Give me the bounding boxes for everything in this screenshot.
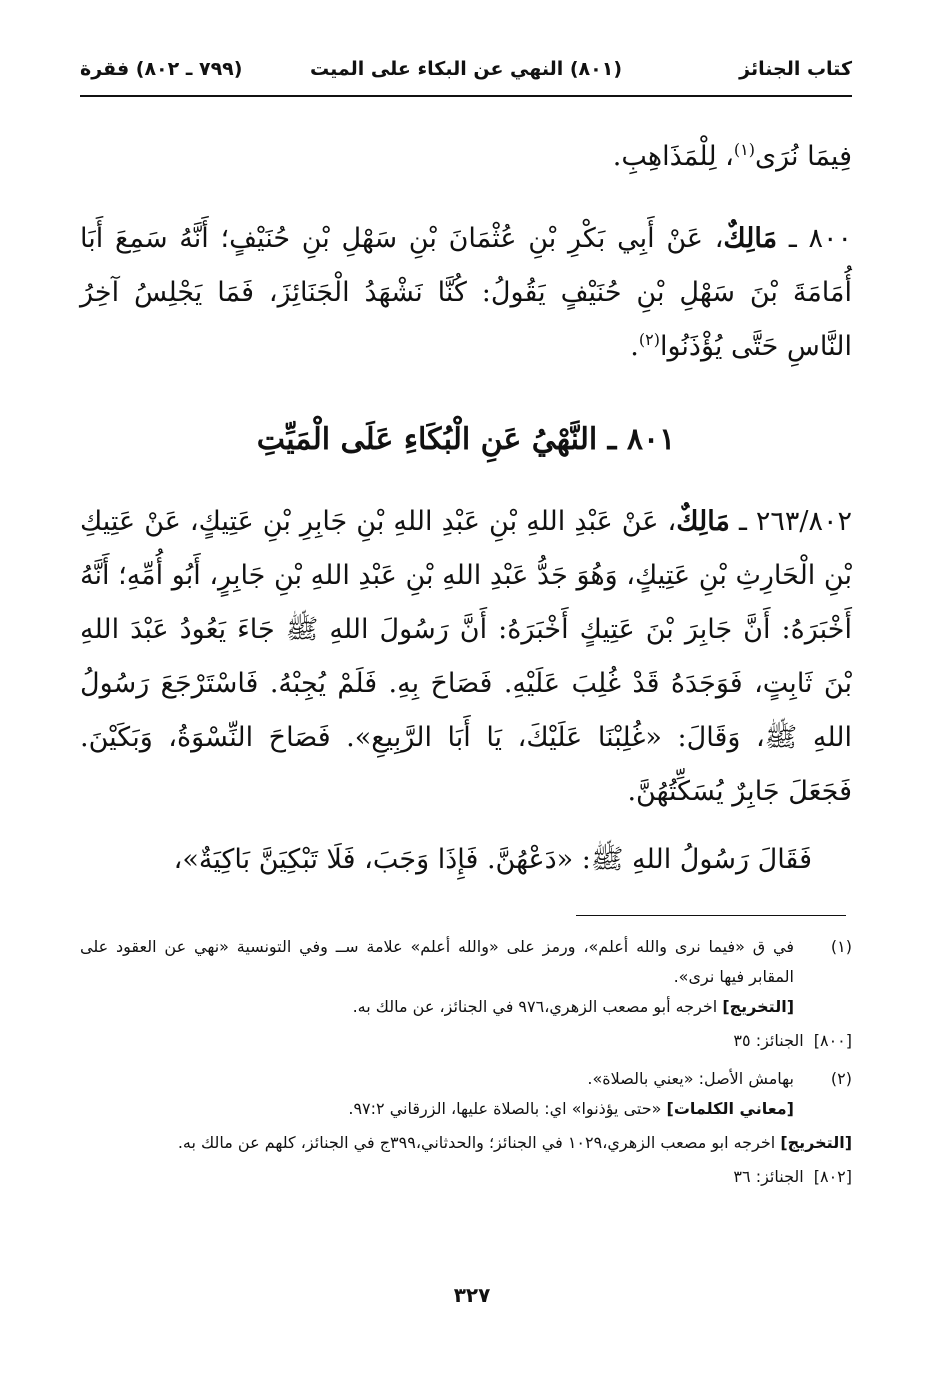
footnote-1-takhrij [80,992,794,1022]
hadith-800-end: . [630,331,639,362]
takhrij-text-2: اخرجه ابو مصعب الزهري،١٠٢٩ في الجنائز؛ والحدثاني،٣٩٩ج في الجنائز، كلهم عن مالك به. [177,1133,776,1152]
reference-800 [80,1026,852,1056]
header-chapter-title: (٨٠١) النهي عن البكاء على الميت [310,58,622,80]
takhrij-label-2: [التخريج] [780,1133,852,1152]
maani-label: [معاني الكلمات] [666,1099,794,1118]
header-paragraph-range: (٧٩٩ ـ ٨٠٢) فقرة [80,58,243,80]
footnote-2-maani [80,1094,794,1124]
footnote-2 [80,1064,852,1124]
hadith-800-narrator: مَالِكٌ [723,223,778,254]
chapter-heading: ٨٠١ ـ النَّهْيُ عَنِ الْبُكَاءِ عَلَى الْمَيِّتِ [256,422,676,457]
footnote-1-text: في ق «فيما نرى والله أعلم»، ورمز على «والله أعلم» علامة ســ وفي التونسية «نهي عن العقود على المقابر فيها نرى». [80,937,794,986]
takhrij-label: [التخريج] [722,997,794,1016]
footnote-2-text: بهامش الأصل: «يعني بالصلاة». [587,1069,794,1088]
page-number: ٣٢٧ [453,1283,491,1307]
reference-802-text: الجنائز: ٣٦ [733,1167,804,1186]
footnote-marker-2[interactable]: (٢) [638,330,660,349]
paragraph-continuation [80,130,852,184]
hadith-802 [80,495,852,819]
hadith-800 [80,212,852,374]
footnote-1-body [80,932,794,1022]
hadith-802-narrator: مَالِكٌ [676,506,730,537]
reference-800-text: الجنائز: ٣٥ [733,1031,804,1050]
hadith-800-number: ٨٠٠ ـ [788,223,852,254]
maani-text: «حتى يؤذنوا» اي: بالصلاة عليها، الزرقاني ٩٧:٢. [348,1099,662,1118]
footnote-2-number: (٢) [830,1069,852,1088]
footnote-2-takhrij [80,1128,852,1158]
reference-802 [80,1162,852,1192]
reference-802-tag: [٨٠٢] [813,1167,852,1186]
footnotes [80,932,852,1200]
footnote-1 [80,932,852,1022]
footnote-marker-1[interactable]: (١) [733,140,755,159]
running-header [80,52,852,92]
reference-800-tag: [٨٠٠] [813,1031,852,1050]
continuation-tail: ، لِلْمَذَاهِبِ. [612,141,734,172]
takhrij-text: اخرجه أبو مصعب الزهري،٩٧٦ في الجنائز، عن مالك به. [352,997,718,1016]
footnote-divider [576,915,846,916]
footnote-2-body [80,1064,794,1124]
continuation-text: فِيمَا نُرَى [754,141,852,172]
hadith-802-number: ٢٦٣/٨٠٢ ـ [738,506,852,537]
hadith-800-text: ، عَنْ أَبِي بَكْرِ بْنِ عُثْمَانَ بْنِ سَهْلِ بْنِ حُنَيْفٍ؛ أَنَّهُ سَمِعَ أَبَا أُمَامَةَ بْنَ سَهْلِ بْنِ حُنَيْفٍ يَقُولُ: كُنَّا نَشْهَدُ الْجَنَائِزَ، فَمَا يَجْلِسُ آخِرُ النَّاسِ حَتَّى يُؤْذَنُوا [80,223,852,362]
footnote-1-number: (١) [830,937,852,956]
hadith-802-text: ، عَنْ عَبْدِ اللهِ بْنِ عَبْدِ اللهِ بْنِ جَابِرِ بْنِ عَتِيكٍ، عَنْ عَتِيكِ بْنِ الْحَارِثِ بْنِ عَتِيكٍ، وَهُوَ جَدُّ عَبْدِ اللهِ بْنِ عَبْدِ اللهِ بْنِ جَابِرٍ، أَبُو أُمِّهِ؛ أَنَّهُ أَخْبَرَهُ: أَنَّ جَابِرَ بْنَ عَتِيكٍ أَخْبَرَهُ: أَنَّ رَسُولَ اللهِ ﷺ جَاءَ يَعُودُ عَبْدَ اللهِ بْنَ ثَابِتٍ، فَوَجَدَهُ قَدْ غُلِبَ عَلَيْهِ. فَصَاحَ بِهِ. فَلَمْ يُجِبْهُ. فَاسْتَرْجَعَ رَسُولُ اللهِ ﷺ، وَقَالَ: «غُلِبْنَا عَلَيْكَ، يَا أَبَا الرَّبِيعِ». فَصَاحَ النِّسْوَةُ، وَبَكَيْنَ. فَجَعَلَ جَابِرٌ يُسَكِّتُهُنَّ. [80,506,852,807]
hadith-802-quote: فَقَالَ رَسُولُ اللهِ ﷺ: «دَعْهُنَّ. فَإِذَا وَجَبَ، فَلَا تَبْكِيَنَّ بَاكِيَةٌ»، [173,844,812,875]
hadith-802-final-line [80,833,852,887]
header-divider [80,95,852,97]
header-book-title: كتاب الجنائز [739,58,852,80]
